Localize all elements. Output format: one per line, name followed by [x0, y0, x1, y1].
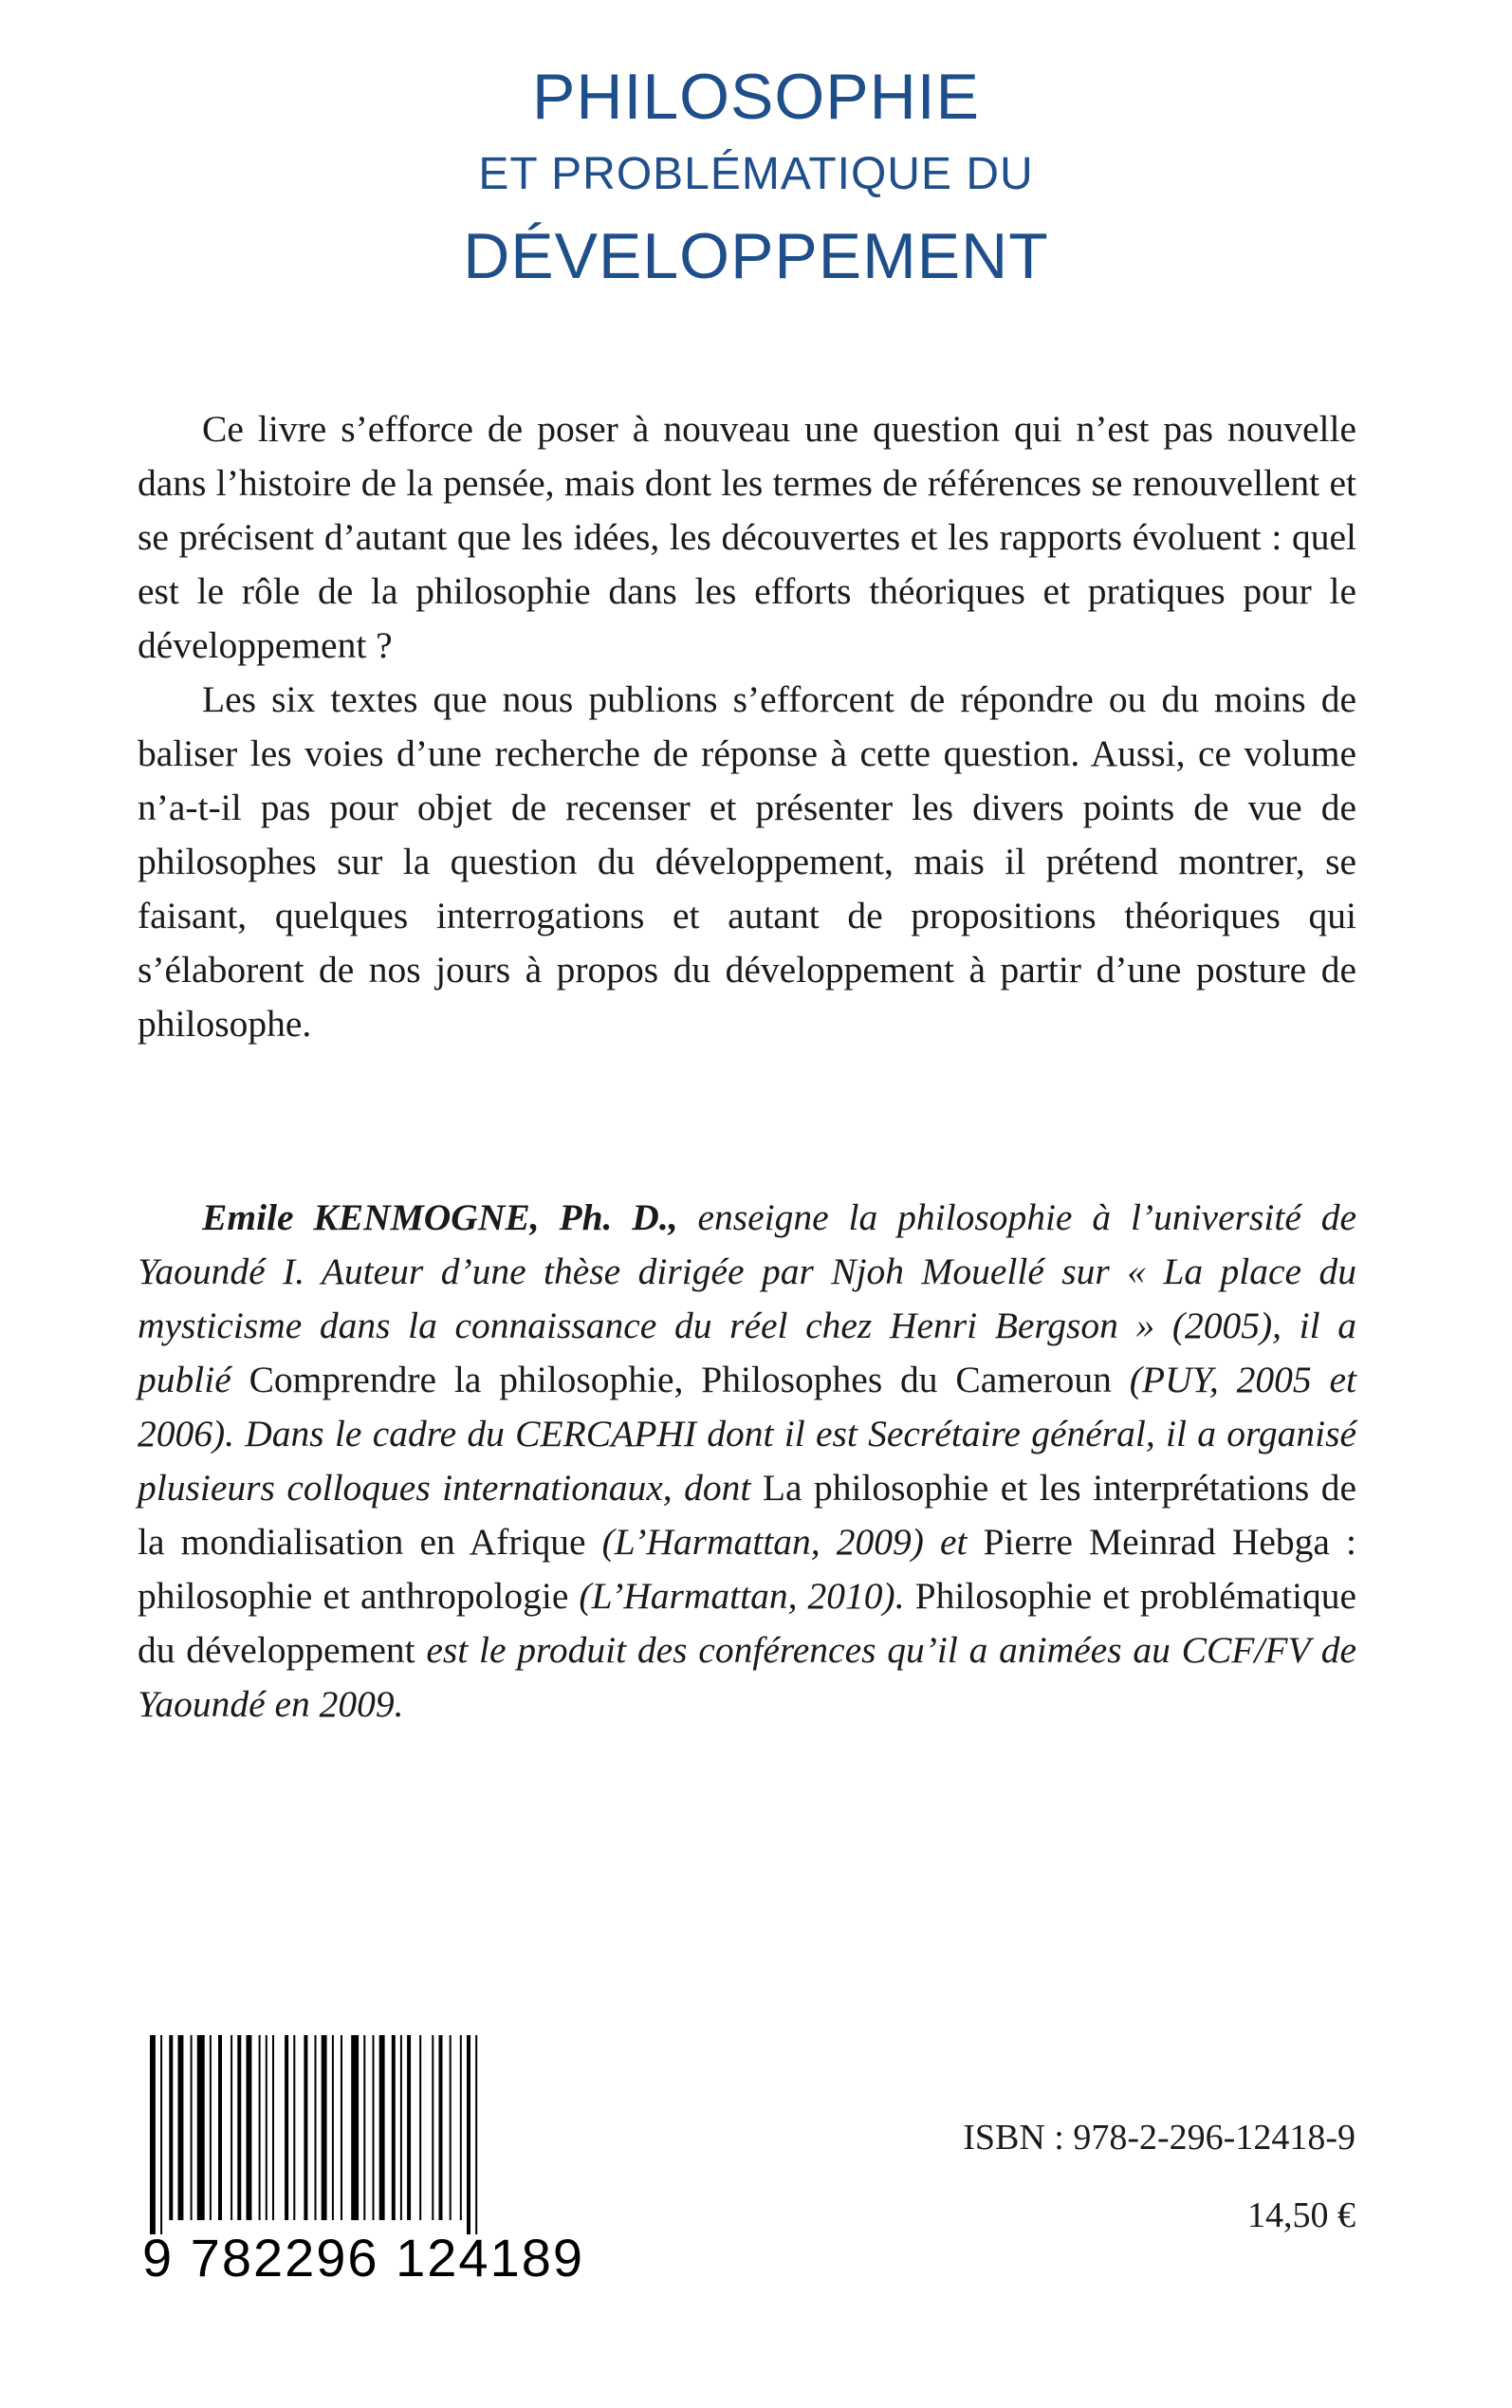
barcode-bar: [407, 2035, 411, 2220]
bio-text-1: enseigne la philosophie à l’université de Yaoundé I. Auteur d’une thèse dirigée par Njoh Mouellé sur « La place du mysticisme dans la connaissance du réel chez Henri Bergson » (2005), il a publié: [138, 1196, 1357, 1400]
barcode-bar: [237, 2035, 241, 2220]
barcode-digits: 9 782296 124189: [142, 2228, 584, 2288]
barcode-bar: [247, 2035, 252, 2220]
barcode-bar: [419, 2035, 421, 2220]
title-line-2: ET PROBLÉMATIQUE DU: [478, 149, 1034, 199]
barcode-bar: [475, 2035, 477, 2234]
barcode: [142, 2035, 598, 2296]
barcode-bar: [439, 2035, 443, 2220]
barcode-bar: [363, 2035, 365, 2220]
barcode-bar: [322, 2035, 327, 2220]
barcode-bar: [332, 2035, 334, 2220]
price: 14,50 €: [1247, 2195, 1355, 2235]
book-title-2: Philosophes du Cameroun: [701, 1359, 1112, 1400]
bio-separator: ,: [673, 1359, 702, 1400]
bio-text-5: est le produit des conférences qu’il a animées au CCF/FV de Yaoundé en 2009.: [138, 1629, 1356, 1725]
barcode-bar: [197, 2035, 205, 2220]
barcode-bar: [341, 2035, 342, 2220]
barcode-bars: [142, 2035, 598, 2234]
blurb: [138, 402, 1356, 1051]
book-title-3: La philosophie et les interprétations de la mondialisation en Afrique: [138, 1467, 1356, 1563]
barcode-bar: [272, 2035, 274, 2220]
author-bio-paragraph: [138, 1191, 1356, 1732]
book-title-5: Philosophie et problématique du développement: [138, 1575, 1357, 1671]
barcode-bar: [178, 2035, 184, 2220]
barcode-bar: [191, 2035, 193, 2220]
bio-text-4: (L’Harmattan, 2010).: [568, 1575, 905, 1617]
barcode-bar: [460, 2035, 462, 2220]
title-line-3: DÉVELOPPEMENT: [463, 220, 1049, 292]
barcode-bar: [400, 2035, 402, 2220]
barcode-bar: [230, 2035, 232, 2220]
blurb-paragraph-2: Les six textes que nous publions s’efforcent de répondre ou du moins de baliser les voies d’une recherche de réponse à cette question. Aussi, ce volume n’a-t-il pas pour objet de recenser et présenter les divers points de vue de philosophes sur la question du développement, mais il prétend montrer, se faisant, quelques interrogations et autant de propositions théoriques qui s’élaborent de nos jours à propos du développement à partir d’une posture de philosophe.: [138, 678, 1356, 1045]
barcode-bar: [266, 2035, 267, 2220]
barcode-bar: [373, 2035, 375, 2220]
barcode-bar: [432, 2035, 433, 2220]
isbn: ISBN : 978-2-296-12418-9: [963, 2118, 1355, 2158]
barcode-bar: [160, 2035, 162, 2234]
barcode-bar: [392, 2035, 396, 2220]
blurb-paragraph-1: Ce livre s’efforce de poser à nouveau une question qui n’est pas nouvelle dans l’histoire de la pensée, mais dont les termes de références se renouvellent et se précisent d’autant que les idées, les découvertes et les rapports évoluent : quel est le rôle de la philosophie dans les efforts théoriques et pratiques pour le développement ?: [138, 408, 1356, 666]
title-line-1: PHILOSOPHIE: [531, 61, 981, 133]
bio-text-3: (L’Harmattan, 2009) et: [585, 1521, 984, 1563]
barcode-bar: [467, 2035, 470, 2234]
bio-text-2: (PUY, 2005 et 2006). Dans le cadre du CERCAPHI dont il est Secrétaire général, il a organisé plusieurs colloques internationaux, dont: [138, 1359, 1356, 1509]
barcode-bar: [218, 2035, 222, 2220]
author-name: Emile KENMOGNE, Ph. D.,: [202, 1196, 678, 1238]
barcode-bar: [169, 2035, 173, 2220]
barcode-bar: [304, 2035, 307, 2220]
barcode-bar: [379, 2035, 385, 2220]
barcode-bar: [351, 2035, 359, 2220]
barcode-bar: [210, 2035, 212, 2220]
barcode-bar: [285, 2035, 288, 2220]
barcode-bar: [315, 2035, 317, 2220]
barcode-bar: [450, 2035, 452, 2220]
book-title-4: Pierre Meinrad Hebga : philosophie et anthropologie: [138, 1521, 1356, 1617]
barcode-bar: [259, 2035, 261, 2220]
author-bio: [138, 1191, 1356, 1732]
book-title: [0, 57, 1512, 300]
book-title-1: Comprendre la philosophie: [249, 1359, 674, 1400]
barcode-bar: [293, 2035, 295, 2220]
barcode-bar: [150, 2035, 156, 2234]
